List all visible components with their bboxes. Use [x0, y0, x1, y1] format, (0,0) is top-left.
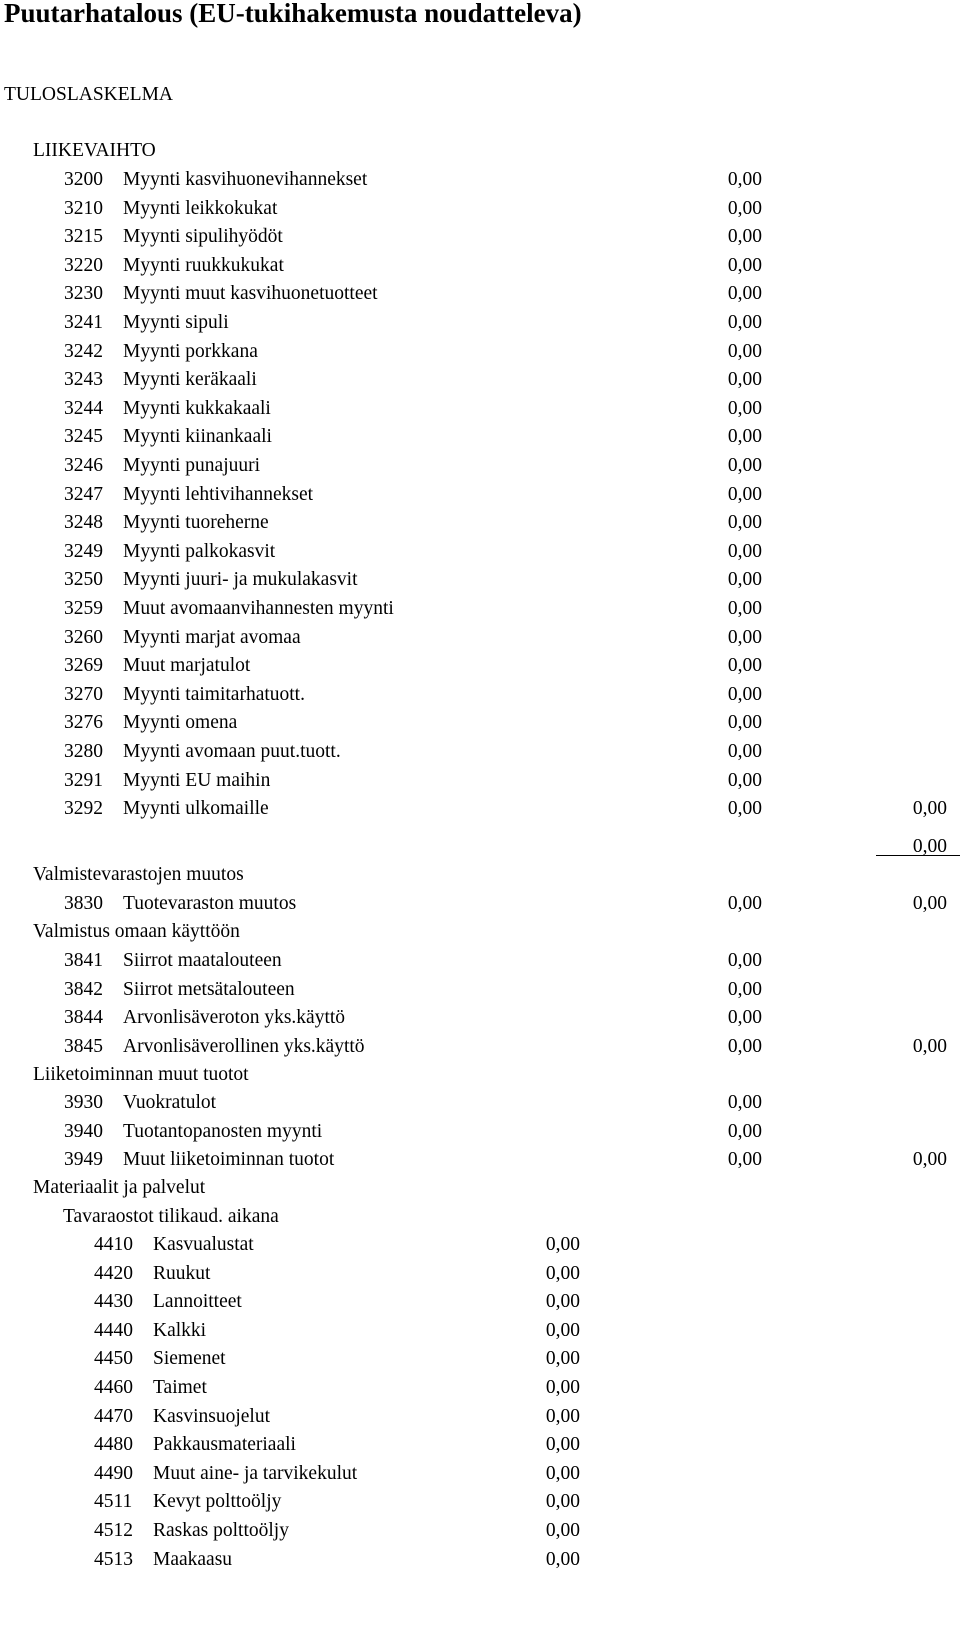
- account-amount: 0,00: [545, 1548, 580, 1570]
- account-name: Myynti omena: [123, 712, 238, 734]
- account-amount: 0,00: [727, 312, 762, 333]
- account-amount: 0,00: [727, 598, 762, 619]
- account-name: Maakaasu: [153, 1548, 233, 1570]
- account-name: Myynti leikkokukat: [123, 197, 278, 219]
- section-heading: Materiaalit ja palvelut: [33, 1177, 206, 1198]
- account-name: Myynti taimitarhatuott.: [123, 683, 305, 705]
- account-name: Myynti porkkana: [123, 340, 258, 362]
- account-code: 3241: [64, 312, 103, 333]
- account-row: [0, 680, 960, 710]
- section-heading: Valmistevarastojen muutos: [33, 864, 244, 885]
- account-code: 3949: [64, 1149, 103, 1171]
- account-name: Muut marjatulot: [123, 655, 251, 677]
- account-name: Myynti ulkomaille: [123, 798, 269, 820]
- account-row: [0, 1287, 960, 1317]
- account-row: [0, 165, 960, 195]
- account-name: Myynti punajuuri: [123, 455, 261, 476]
- account-row: [0, 975, 960, 1005]
- account-code: 3844: [64, 1007, 103, 1029]
- account-name: Myynti muut kasvihuonetuotteet: [123, 283, 378, 305]
- account-row: [0, 565, 960, 595]
- account-amount: 0,00: [727, 1007, 762, 1029]
- account-row: [0, 946, 960, 976]
- account-code: 4460: [94, 1377, 133, 1398]
- account-code: 4512: [94, 1520, 133, 1541]
- account-row: [0, 365, 960, 395]
- section-total: 0,00: [912, 798, 947, 820]
- account-code: 4513: [94, 1548, 133, 1570]
- statement-title: TULOSLASKELMA: [4, 84, 173, 105]
- account-row: [0, 1516, 960, 1546]
- account-row: [0, 594, 960, 624]
- account-row: [0, 737, 960, 767]
- section-heading-row: [0, 1060, 960, 1090]
- account-row: [0, 1088, 960, 1118]
- section-total: 0,00: [912, 1149, 947, 1171]
- account-code: 3250: [64, 569, 103, 591]
- account-code: 3247: [64, 483, 103, 505]
- section-heading: Tavaraostot tilikaud. aikana: [63, 1206, 279, 1227]
- account-amount: 0,00: [545, 1520, 580, 1541]
- account-code: 3841: [64, 950, 103, 971]
- account-row: [0, 308, 960, 338]
- account-amount: 0,00: [545, 1348, 580, 1370]
- account-name: Myynti keräkaali: [123, 369, 257, 391]
- section-heading-row: [0, 917, 960, 947]
- account-row: [0, 1117, 960, 1147]
- account-code: 3200: [64, 169, 103, 190]
- account-amount: 0,00: [727, 978, 762, 1000]
- account-code: 3292: [64, 798, 103, 820]
- account-row: [0, 1430, 960, 1460]
- account-code: 4470: [94, 1405, 133, 1427]
- account-amount: 0,00: [545, 1491, 580, 1513]
- account-amount: 0,00: [545, 1434, 580, 1456]
- account-amount: 0,00: [727, 1149, 762, 1171]
- account-name: Myynti palkokasvit: [123, 540, 276, 562]
- account-code: 3242: [64, 340, 103, 362]
- account-code: 3260: [64, 626, 103, 648]
- account-amount: 0,00: [727, 769, 762, 791]
- account-amount: 0,00: [727, 1035, 762, 1057]
- account-amount: 0,00: [727, 683, 762, 705]
- grand-total: 0,00: [912, 836, 947, 857]
- account-code: 3246: [64, 455, 103, 476]
- account-code: 3291: [64, 769, 103, 791]
- account-row: [0, 194, 960, 224]
- section-heading-row: [0, 1202, 960, 1232]
- account-amount: 0,00: [727, 655, 762, 677]
- account-code: 4430: [94, 1291, 133, 1313]
- account-row: [0, 766, 960, 796]
- account-name: Siirrot metsätalouteen: [123, 978, 295, 1000]
- section-heading: Liiketoiminnan muut tuotot: [33, 1064, 249, 1085]
- account-row: [0, 708, 960, 738]
- account-row: [0, 623, 960, 653]
- account-name: Kasvualustat: [153, 1234, 254, 1255]
- account-code: 3245: [64, 426, 103, 448]
- account-row: [0, 1003, 960, 1033]
- account-amount: 0,00: [727, 512, 762, 534]
- account-row: [0, 1032, 960, 1062]
- account-row: [0, 1459, 960, 1489]
- account-code: 3842: [64, 978, 103, 1000]
- account-code: 4490: [94, 1462, 133, 1484]
- account-amount: 0,00: [545, 1377, 580, 1398]
- account-name: Myynti ruukkukukat: [123, 254, 284, 276]
- account-code: 4480: [94, 1434, 133, 1456]
- account-name: Muut aine- ja tarvikekulut: [153, 1462, 358, 1484]
- account-amount: 0,00: [727, 455, 762, 476]
- section-heading: LIIKEVAIHTO: [33, 140, 156, 161]
- account-row: [0, 251, 960, 281]
- account-row: [0, 279, 960, 309]
- account-amount: 0,00: [545, 1462, 580, 1484]
- account-code: 3276: [64, 712, 103, 734]
- section-heading-row: [0, 136, 960, 166]
- account-row: [0, 337, 960, 367]
- account-code: 4440: [94, 1319, 133, 1341]
- account-row: [0, 480, 960, 510]
- account-code: 3215: [64, 226, 103, 248]
- account-code: 3940: [64, 1120, 103, 1142]
- account-name: Myynti lehtivihannekset: [123, 483, 314, 505]
- account-row: [0, 889, 960, 919]
- account-amount: 0,00: [727, 340, 762, 362]
- account-name: Taimet: [153, 1377, 207, 1398]
- account-amount: 0,00: [727, 283, 762, 305]
- account-row: [0, 508, 960, 538]
- account-name: Tuotevaraston muutos: [123, 893, 297, 914]
- account-name: Kalkki: [153, 1319, 207, 1341]
- section-total: 0,00: [912, 1035, 947, 1057]
- account-row: [0, 1545, 960, 1575]
- account-name: Muut avomaanvihannesten myynti: [123, 598, 394, 619]
- account-code: 3930: [64, 1092, 103, 1113]
- account-code: 3259: [64, 598, 103, 619]
- account-code: 3830: [64, 893, 103, 914]
- account-amount: 0,00: [727, 798, 762, 820]
- account-row: [0, 1344, 960, 1374]
- account-name: Myynti sipulihyödöt: [123, 226, 283, 248]
- account-row: [0, 537, 960, 567]
- section-total: 0,00: [912, 893, 947, 914]
- account-amount: 0,00: [545, 1234, 580, 1255]
- account-code: 3270: [64, 683, 103, 705]
- page-title: Puutarhatalous (EU-tukihakemusta noudatteleva): [4, 0, 582, 28]
- section-heading: Valmistus omaan käyttöön: [33, 921, 240, 942]
- account-name: Ruukut: [153, 1262, 211, 1284]
- account-name: Myynti marjat avomaa: [123, 626, 301, 648]
- account-amount: 0,00: [727, 540, 762, 562]
- account-code: 4511: [94, 1491, 133, 1513]
- account-code: 3243: [64, 369, 103, 391]
- account-name: Tuotantopanosten myynti: [123, 1120, 323, 1142]
- account-name: Myynti kiinankaali: [123, 426, 272, 448]
- account-row: [0, 1230, 960, 1260]
- account-row: [0, 1402, 960, 1432]
- account-code: 3269: [64, 655, 103, 677]
- account-amount: 0,00: [727, 254, 762, 276]
- account-code: 3248: [64, 512, 103, 534]
- account-row: [0, 1373, 960, 1403]
- account-row: [0, 1487, 960, 1517]
- account-code: 3220: [64, 254, 103, 276]
- account-name: Kevyt polttoöljy: [153, 1491, 282, 1513]
- account-row: [0, 794, 960, 824]
- account-name: Myynti sipuli: [123, 312, 229, 333]
- account-name: Vuokratulot: [123, 1092, 217, 1113]
- account-amount: 0,00: [727, 712, 762, 734]
- account-code: 3845: [64, 1035, 103, 1057]
- account-name: Myynti EU maihin: [123, 769, 271, 791]
- account-amount: 0,00: [727, 950, 762, 971]
- account-row: [0, 451, 960, 481]
- account-row: [0, 651, 960, 681]
- account-name: Myynti kasvihuonevihannekset: [123, 169, 368, 190]
- account-name: Siemenet: [153, 1348, 226, 1370]
- account-name: Siirrot maatalouteen: [123, 950, 282, 971]
- account-name: Myynti tuoreherne: [123, 512, 269, 534]
- account-name: Arvonlisäverollinen yks.käyttö: [123, 1035, 365, 1057]
- account-code: 3210: [64, 197, 103, 219]
- account-amount: 0,00: [545, 1319, 580, 1341]
- account-amount: 0,00: [727, 197, 762, 219]
- account-row: [0, 1145, 960, 1175]
- section-heading-row: [0, 1173, 960, 1203]
- account-amount: 0,00: [727, 397, 762, 419]
- account-amount: 0,00: [727, 426, 762, 448]
- account-amount: 0,00: [727, 169, 762, 190]
- account-name: Pakkausmateriaali: [153, 1434, 296, 1456]
- account-amount: 0,00: [727, 626, 762, 648]
- account-name: Arvonlisäveroton yks.käyttö: [123, 1007, 346, 1029]
- account-name: Myynti kukkakaali: [123, 397, 271, 419]
- account-amount: 0,00: [727, 1120, 762, 1142]
- account-name: Raskas polttoöljy: [153, 1520, 289, 1541]
- account-amount: 0,00: [545, 1262, 580, 1284]
- account-amount: 0,00: [545, 1405, 580, 1427]
- account-code: 4420: [94, 1262, 133, 1284]
- account-code: 3249: [64, 540, 103, 562]
- account-code: 4450: [94, 1348, 133, 1370]
- grand-total-row: [0, 832, 960, 862]
- account-name: Myynti juuri- ja mukulakasvit: [123, 569, 358, 591]
- account-amount: 0,00: [727, 369, 762, 391]
- account-name: Myynti avomaan puut.tuott.: [123, 741, 341, 762]
- account-code: 3244: [64, 397, 103, 419]
- account-row: [0, 394, 960, 424]
- account-amount: 0,00: [545, 1291, 580, 1313]
- account-code: 3230: [64, 283, 103, 305]
- account-name: Kasvinsuojelut: [153, 1405, 270, 1427]
- account-amount: 0,00: [727, 741, 762, 762]
- account-name: Muut liiketoiminnan tuotot: [123, 1149, 335, 1171]
- account-name: Lannoitteet: [153, 1291, 242, 1313]
- account-row: [0, 1259, 960, 1289]
- section-heading-row: [0, 860, 960, 890]
- account-row: [0, 422, 960, 452]
- account-amount: 0,00: [727, 893, 762, 914]
- account-code: 3280: [64, 741, 103, 762]
- account-row: [0, 1316, 960, 1346]
- account-amount: 0,00: [727, 1092, 762, 1113]
- account-amount: 0,00: [727, 226, 762, 248]
- account-code: 4410: [94, 1234, 133, 1255]
- account-amount: 0,00: [727, 483, 762, 505]
- account-amount: 0,00: [727, 569, 762, 591]
- account-row: [0, 222, 960, 252]
